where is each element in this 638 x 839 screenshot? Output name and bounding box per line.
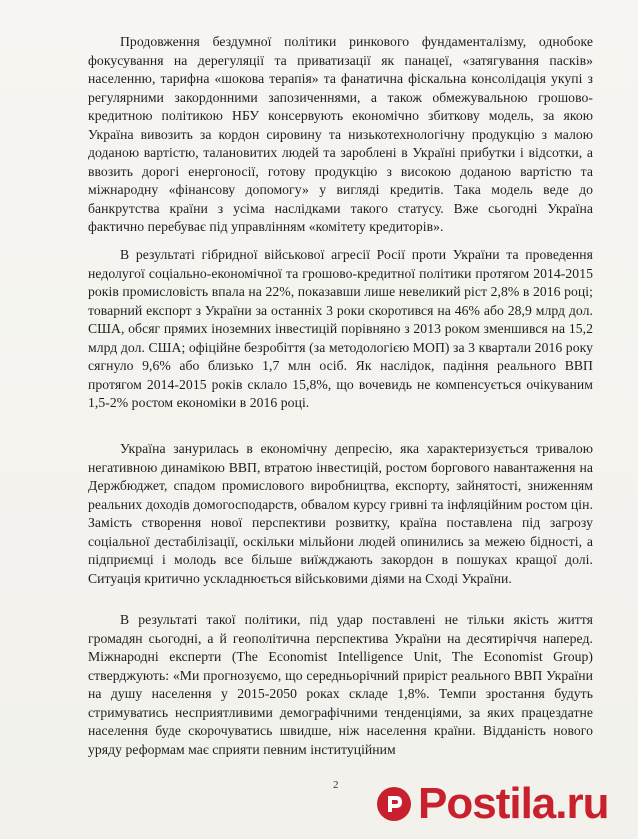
- paragraph-1: Продовження бездумної політики ринкового фундаменталізму, однобоке фокусування на дерегуляції та приватизації як панацеї, «затягування пасків» населенню, тарифна «шокова терапія» та фанатична фіскальна консолідація укупі з регулярними закордонними запозиченнями, а також обмежувальною грошово-кредитною політикою НБУ консервують економічно збиткову модель, за якою Україна вивозить за кордон сировину та низькотехнологічну продукцію з малою доданою вартістю, талановитих людей та зароблені в Україні прибутки і відсотки, а ввозить дорогі енергоносії, готову продукцію з високою доданою вартістю та міжнародну «фінансову допомогу» у вигляді кредитів. Така модель веде до банкрутства країни з усіма наслідками такого статусу. Вже сьогодні Україна фактично перебуває під управлінням «комітету кредиторів».: [88, 34, 593, 234]
- watermark: [376, 769, 638, 839]
- paragraph-2: В результаті гібридної військової агресії Росії проти України та проведення недолугої соціально-економічної та грошово-кредитної політики протягом 2014-2015 років промисловість впала на 22%, показавши лише невеликий ріст 2,8% в 2016 році; товарний експорт з України за останніх 3 роки скоротився на 46% або 28,9 млрд дол. США, обсяг прямих іноземних інвестицій порівняно з 2013 роком зменшився на 15,2 млрд дол. США; офіційне безробіття (за методологією МОП) за 3 квартали 2016 року сягнуло 9,6% або близько 1,7 млн осіб. Як наслідок, падіння реального ВВП протягом 2014-2015 років склало 15,8%, що вочевидь не компенсується очікуваним 1,5-2% ростом економіки в 2016 році.: [88, 247, 593, 410]
- postila-logo-icon: [376, 786, 412, 822]
- page-number: 2: [333, 779, 339, 791]
- watermark-text: Postila.ru: [418, 779, 609, 828]
- paragraph-3: Україна занурилась в економічну депресію, яка характеризується тривалою негативною динамікою ВВП, втратою інвестицій, ростом боргового навантаження на Держбюджет, спадом промислового виробництва, експорту, зайнятості, зниженням реальних доходів домогосподарств, обвалом курсу гривні та інфляційним ростом цін. Замість створення нової перспективи розвитку, країна поставлена під загрозу соціальної дестабілізації, оскільки мільйони людей опинились за межею бідності, а підприємці і молодь все більше виїжджають закордон в пошуках кращої долі. Ситуація критично ускладнюється військовими діями на Сході України.: [88, 441, 593, 586]
- paragraph-4: В результаті такої політики, під удар поставлені не тільки якість життя громадян сьогодні, а й геополітична перспектива України на десятиріччя наперед. Міжнародні експерти (The Economist Intelligence Unit, The Economist Group) стверджують: «Ми прогнозуємо, що середньорічний приріст реального ВВП України на душу населення у 2015-2050 роках складе 1,8%. Темпи зростання будуть стримуватись несприятливими демографічними тенденціями, за яких працездатне населення буде скорочуватись швидше, ніж населення країни. Відданість нового уряду реформам має сприяти певним інституційним: [88, 612, 593, 757]
